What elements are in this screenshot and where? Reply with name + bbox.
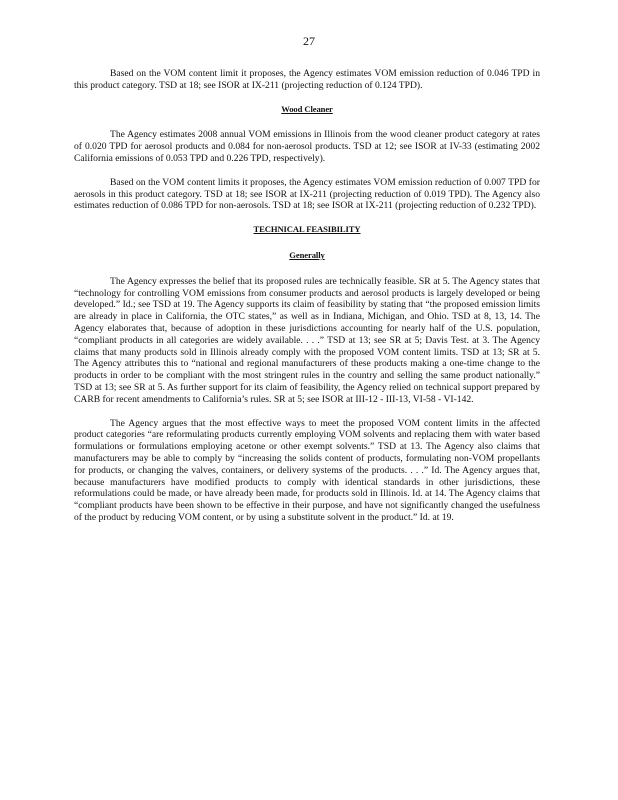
heading-wood-cleaner: Wood Cleaner (281, 103, 333, 114)
paragraph-vom-reduction-estimate: Based on the VOM content limit it proposes, the Agency estimates VOM emission reduction of 0.046 TPD in this product category. TSD at 18; see ISOR at IX-211 (projecting reduction of 0.124 TPD). (74, 68, 543, 91)
paragraph-feasibility-belief: The Agency expresses the belief that its proposed rules are technically feasible. SR at 5. The Agency states that “technology for controlling VOM emissions from consumer products and aerosol products is largely developed or being developed.” Id.; see TSD at 19. The Agency supports its claim of feasibility by stating that “the proposed emission limits are already in place in California, the OTC states,” as well as in Indiana, Michigan, and Ohio. TSD at 8, 13, 14. The Agency elaborates that, because of adoption in these jurisdictions accounting for nearly half of the U.S. population, “compliant products in all categories are widely available. . . .” TSD at 13; see SR at 5; Davis Test. at 3. The Agency claims that many products sold in Illinois already comply with the proposed VOM content limits. TSD at 13; SR at 5. The Agency attributes this to “national and regional manufacturers of these products making a one-time change to the products in order to be compliant with the most stringent rules in the country and selling the same product nationally.” TSD at 13; see SR at 5. As further support for its claim of feasibility, the Agency relied on technical support prepared by CARB for recent amendments to California’s rules. SR at 5; see ISOR at III-12 - III-13, VI-58 - VI-142. (74, 275, 543, 405)
page-number: 27 (303, 34, 315, 48)
paragraph-wood-cleaner-emissions: The Agency estimates 2008 annual VOM emissions in Illinois from the wood cleaner product category at rates of 0.020 TPD for aerosol products and 0.084 for non-aerosol products. TSD at 12; see ISOR at IV-33 (estimating 2002 California emissions of 0.053 TPD and 0.226 TPD, respectively). (74, 129, 543, 164)
paragraph-reformulation-methods: The Agency argues that the most effective ways to meet the proposed VOM content limits in the affected product categories “are reformulating products currently employing VOM solvents and replacing them with water based formulations or formulations employing acetone or other exempt solvents.” TSD at 13. The Agency also claims that manufacturers may be able to comply by “increasing the solids content of products, formulating non-VOM propellants for products, or changing the valves, containers, or delivery systems of the products. . . .” Id. The Agency argues that, because manufacturers have modified products to comply with identical standards in other jurisdictions, these reformulations could be made, or have already been made, for products sold in Illinois. Id. at 14. The Agency claims that “compliant products have been shown to be effective in their purpose, and have not significantly changed the usefulness of the product by reducing VOM content, or by using a substitute solvent in the product.” Id. at 19. (74, 417, 543, 523)
heading-generally: Generally (289, 249, 325, 260)
document-body (74, 68, 543, 536)
paragraph-wood-cleaner-reduction: Based on the VOM content limits it proposes, the Agency estimates VOM emission reduction of 0.007 TPD for aerosols in this product category. TSD at 18; see ISOR at IX-211 (projecting reduction of 0.019 TPD). The Agency also estimates reduction of 0.086 TPD for non-aerosols. TSD at 18; see ISOR at IX-211 (projecting reduction of 0.232 TPD). (74, 176, 543, 212)
heading-technical-feasibility: TECHNICAL FEASIBILITY (253, 224, 361, 235)
